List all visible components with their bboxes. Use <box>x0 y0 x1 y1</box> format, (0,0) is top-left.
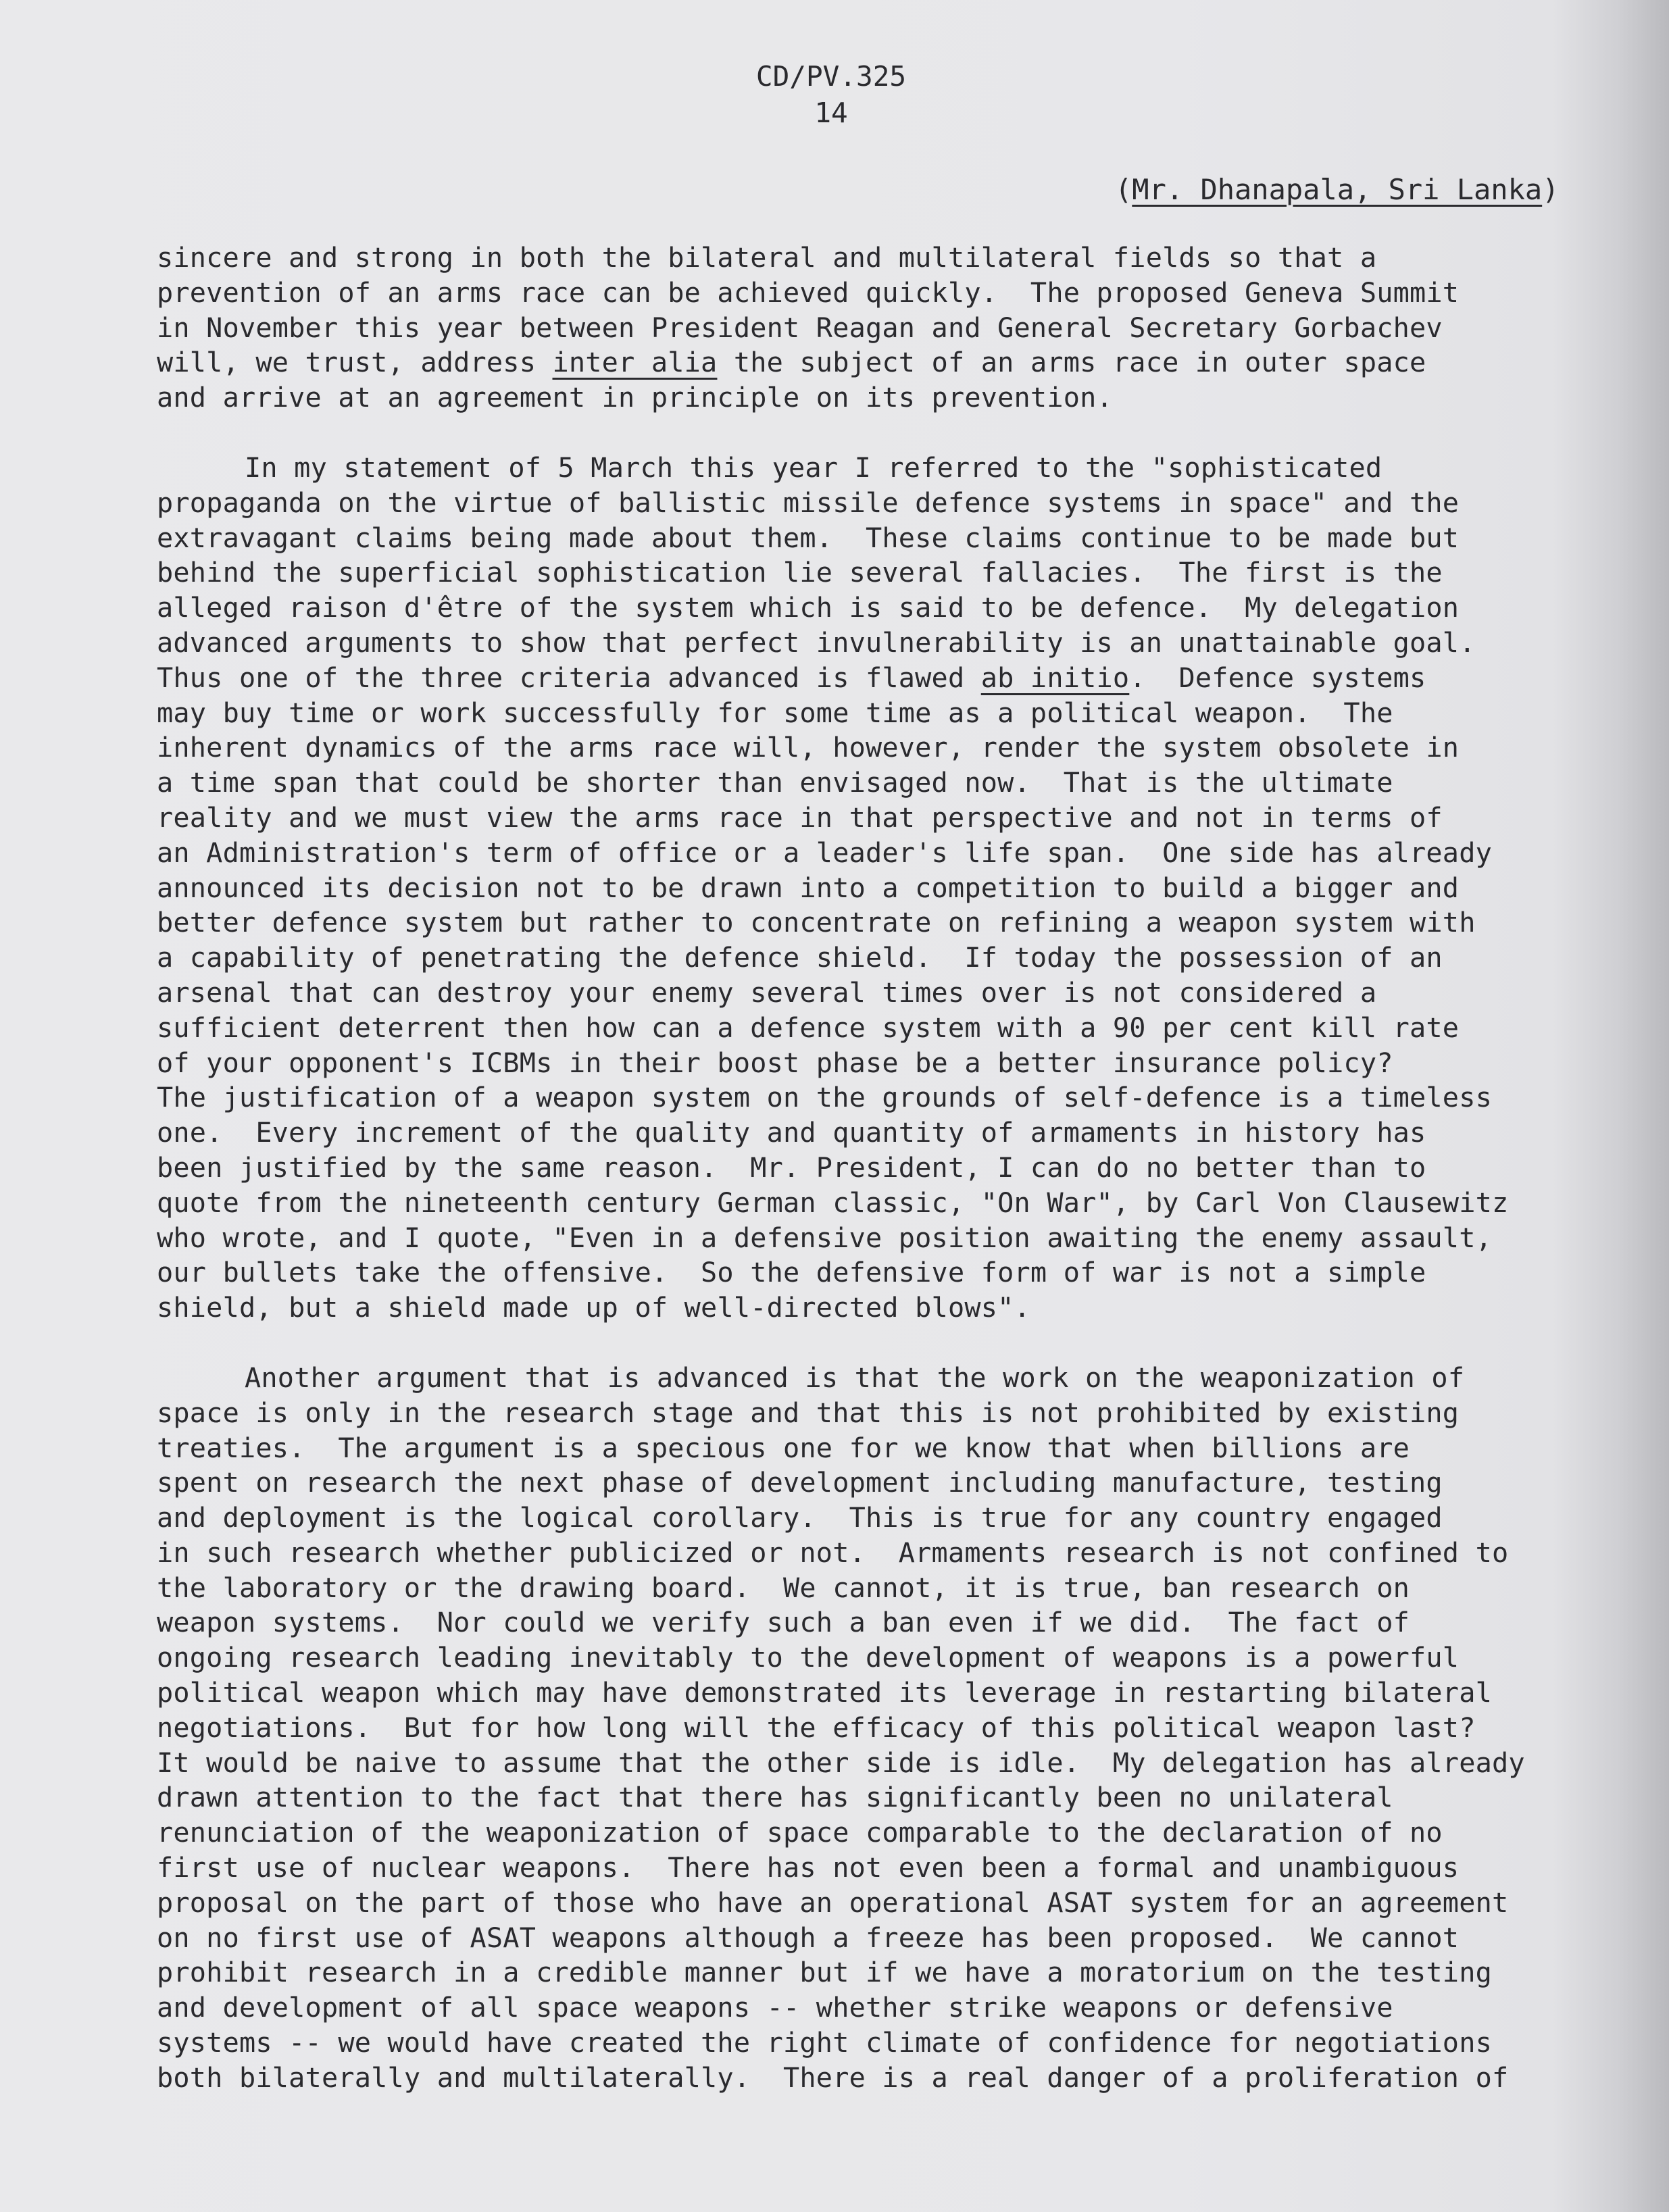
text-line: and deployment is the logical corollary. This is true for any country engaged <box>157 1503 1443 1534</box>
paragraph-2 <box>157 451 1616 1326</box>
speaker-name: Mr. Dhanapala, Sri Lanka <box>1132 173 1543 206</box>
document-id: CD/PV.325 <box>755 60 907 93</box>
text-line: in November this year between President Reagan and General Secretary Gorbachev <box>157 312 1443 344</box>
text-line: space is only in the research stage and that this is not prohibited by existing <box>157 1397 1460 1429</box>
text-line: advanced arguments to show that perfect invulnerability is an unattainable goal. <box>157 627 1476 659</box>
text-line: behind the superficial sophistication lie several fallacies. The first is the <box>157 557 1443 589</box>
text-line: drawn attention to the fact that there has significantly been no unilateral <box>157 1782 1393 1814</box>
text-line <box>157 346 1616 381</box>
speaker-open-paren: ( <box>1115 173 1132 206</box>
text-line: extravagant claims being made about them. These claims continue to be made but <box>157 522 1460 554</box>
text-run: the subject of an arms race in outer space <box>717 347 1426 379</box>
text-line: both bilaterally and multilaterally. There is a real danger of a proliferation of <box>157 2062 1509 2094</box>
text-line: renunciation of the weaponization of space comparable to the declaration of no <box>157 1817 1443 1849</box>
text-line: a time span that could be shorter than envisaged now. That is the ultimate <box>157 768 1393 799</box>
text-line: In my statement of 5 March this year I referred to the "sophisticated <box>245 452 1382 484</box>
page-header <box>730 58 932 131</box>
paragraph-gap <box>157 416 1616 451</box>
text-line: inherent dynamics of the arms race will, however, render the system obsolete in <box>157 732 1460 764</box>
text-line: an Administration's term of office or a leader's life span. One side has already <box>157 837 1492 869</box>
text-line: our bullets take the offensive. So the defensive form of war is not a simple <box>157 1257 1426 1289</box>
text-line: first use of nuclear weapons. There has not even been a formal and unambiguous <box>157 1853 1460 1884</box>
text-line: one. Every increment of the quality and quantity of armaments in history has <box>157 1117 1426 1149</box>
text-line: and development of all space weapons -- whether strike weapons or defensive <box>157 1992 1393 2024</box>
text-line: political weapon which may have demonstrated its leverage in restarting bilateral <box>157 1678 1492 1709</box>
underlined-phrase: ab initio <box>980 662 1130 694</box>
text-line: alleged raison d'être of the system which is said to be defence. My delegation <box>157 593 1460 624</box>
text-line: weapon systems. Nor could we verify such a ban even if we did. The fact of <box>157 1607 1410 1639</box>
text-line: treaties. The argument is a specious one for we know that when billions are <box>157 1432 1410 1464</box>
text-line: announced its decision not to be drawn into a competition to build a bigger and <box>157 872 1460 904</box>
text-line: and arrive at an agreement in principle on its prevention. <box>157 382 1113 414</box>
text-line: sincere and strong in both the bilateral and multilateral fields so that a <box>157 243 1377 274</box>
text-line: arsenal that can destroy your enemy several times over is not considered a <box>157 977 1377 1009</box>
text-line: spent on research the next phase of development including manufacture, testing <box>157 1467 1443 1499</box>
text-line: systems -- we would have created the right climate of confidence for negotiations <box>157 2028 1492 2059</box>
text-line: propaganda on the virtue of ballistic missile defence systems in space" and the <box>157 487 1460 519</box>
text-line: on no first use of ASAT weapons although a freeze has been proposed. We cannot <box>157 1922 1460 1954</box>
page-number: 14 <box>814 97 848 129</box>
text-line: reality and we must view the arms race in that perspective and not in terms of <box>157 802 1443 834</box>
text-line: better defence system but rather to concentrate on refining a weapon system with <box>157 907 1476 939</box>
text-line: may buy time or work successfully for some time as a political weapon. The <box>157 697 1393 729</box>
text-line: shield, but a shield made up of well-directed blows". <box>157 1292 1030 1324</box>
paragraph-3 <box>157 1361 1616 2096</box>
speaker-attribution <box>1115 173 1559 207</box>
text-line: prevention of an arms race can be achieved quickly. The proposed Geneva Summit <box>157 277 1460 309</box>
underlined-phrase: inter alia <box>552 347 718 379</box>
text-run: . Defence systems <box>1129 662 1426 694</box>
text-run: Thus one of the three criteria advanced is flawed <box>157 662 981 694</box>
text-line: of your opponent's ICBMs in their boost phase be a better insurance policy? <box>157 1047 1393 1079</box>
text-run: will, we trust, address <box>157 347 553 379</box>
text-line: Another argument that is advanced is that the work on the weaponization of <box>245 1362 1465 1394</box>
text-line: the laboratory or the drawing board. We cannot, it is true, ban research on <box>157 1572 1410 1604</box>
text-line <box>157 661 1616 697</box>
paragraph-1 <box>157 241 1616 416</box>
text-line: a capability of penetrating the defence shield. If today the possession of an <box>157 942 1443 974</box>
text-line: proposal on the part of those who have an operational ASAT system for an agreement <box>157 1887 1509 1919</box>
text-line: sufficient deterrent then how can a defence system with a 90 per cent kill rate <box>157 1012 1460 1044</box>
speaker-close-paren: ) <box>1542 173 1560 206</box>
text-line: negotiations. But for how long will the efficacy of this political weapon last? <box>157 1712 1476 1744</box>
text-line: prohibit research in a credible manner but if we have a moratorium on the testing <box>157 1957 1492 1989</box>
text-line: quote from the nineteenth century German classic, "On War", by Carl Von Clausewitz <box>157 1187 1509 1219</box>
text-line: The justification of a weapon system on the grounds of self-defence is a timeless <box>157 1082 1492 1114</box>
text-line: It would be naive to assume that the other side is idle. My delegation has already <box>157 1747 1525 1779</box>
paragraph-gap <box>157 1326 1616 1361</box>
document-body <box>157 241 1616 2096</box>
text-line: ongoing research leading inevitably to the development of weapons is a powerful <box>157 1642 1460 1674</box>
text-line: who wrote, and I quote, "Even in a defensive position awaiting the enemy assault, <box>157 1222 1492 1254</box>
text-line: in such research whether publicized or not. Armaments research is not confined to <box>157 1537 1509 1569</box>
text-line: been justified by the same reason. Mr. President, I can do no better than to <box>157 1152 1426 1184</box>
